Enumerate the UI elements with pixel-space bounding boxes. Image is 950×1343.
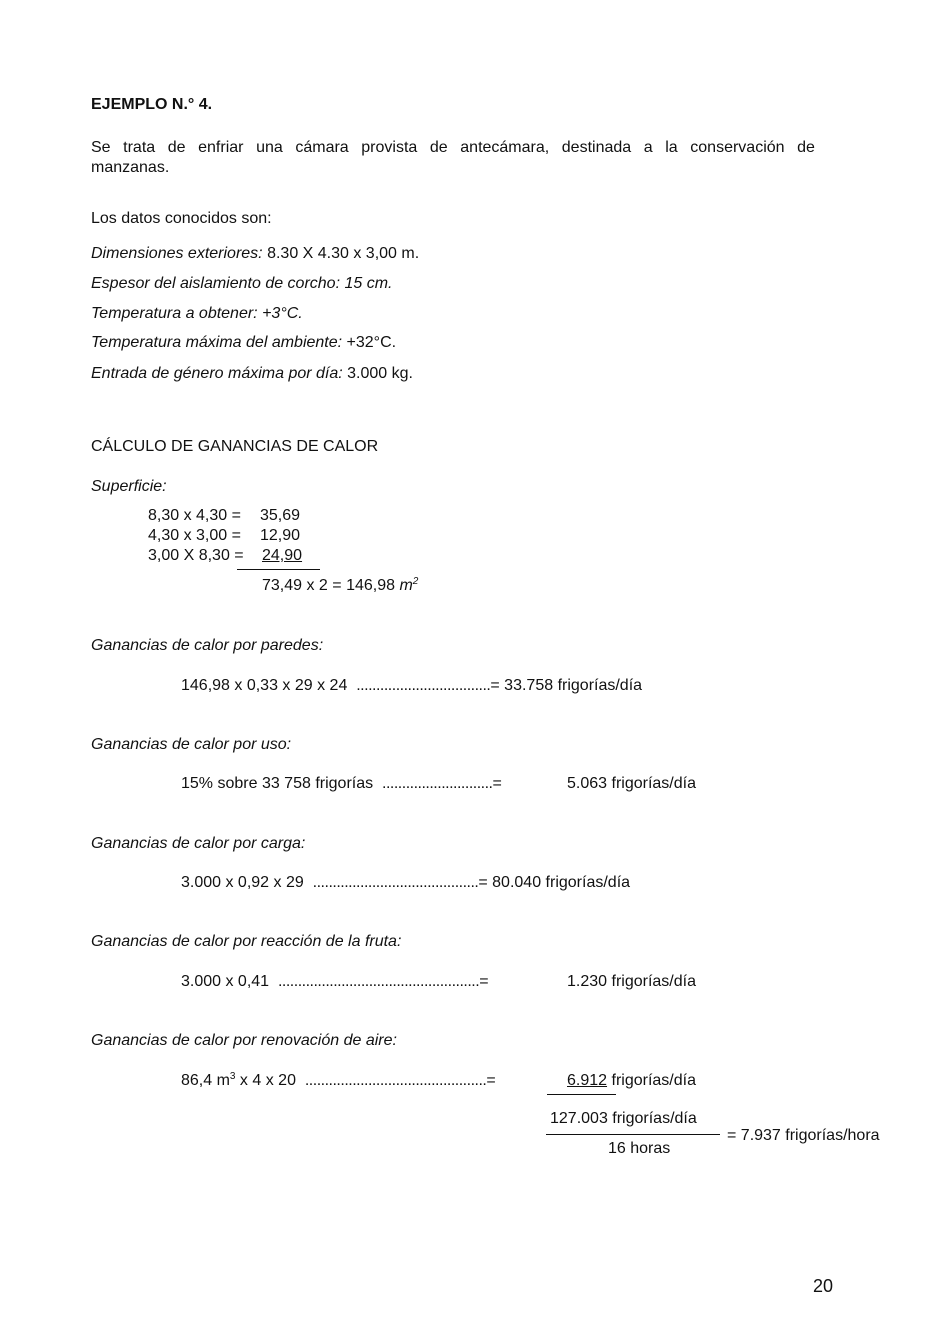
data-value: +32°C. [342,334,397,351]
gain-value: 6.912 [567,1072,608,1089]
gain-unit: frigorías/día [557,677,643,694]
data-dimensions [91,244,419,264]
gain-unit: frigorías/día [611,1072,696,1089]
gain-dots: ............................ [382,775,493,792]
known-data-heading: Los datos conocidos son: [91,210,272,227]
data-value: 3.000 kg. [342,365,413,382]
intro-word: cámara [295,139,349,156]
gain-expr: 146,98 x 0,33 x 29 x 24 [181,677,348,694]
fraction-denominator: 16 horas [608,1140,671,1157]
intro-word: de [167,139,186,156]
surface-value: 24,90 [262,547,303,564]
gain-eq: = [492,775,502,792]
surface-sum-line [237,569,320,570]
gain-label-air: Ganancias de calor por renovación de aire: [91,1032,397,1049]
gain-row-load [181,873,630,893]
gain-expr-post: x 4 x 20 [235,1072,296,1089]
gain-result-fruit [567,972,696,992]
gain-eq: = [478,874,488,891]
gain-unit: frigorías/día [545,874,631,891]
data-label: Entrada de género máxima por día: [91,365,343,382]
gain-label-use: Ganancias de calor por uso: [91,736,292,753]
intro-word: enfriar [198,139,244,156]
gain-eq: = [490,677,500,694]
gain-result-use [567,774,696,794]
gain-expr: 86,4 m [181,1072,230,1089]
gain-eq: = [486,1072,496,1089]
gain-label-fruit: Ganancias de calor por reacción de la fruta: [91,933,402,950]
gain-label-walls: Ganancias de calor por paredes: [91,637,324,654]
intro-word: Se [91,139,111,156]
intro-line-1 [91,138,815,158]
data-ambient-temp [91,333,396,353]
data-max-input [91,364,413,384]
intro-word: trata [123,139,156,156]
data-label: Temperatura máxima del ambiente: [91,334,343,351]
surface-row [148,506,241,526]
data-value: 8.30 X 4.30 x 3,00 m. [262,245,420,262]
gain-value: 5.063 [567,775,608,792]
gain-dots: .......................................... [312,874,479,891]
intro-word: antecámara, [460,139,550,156]
data-insulation [91,274,393,294]
fraction-result: = 7.937 frigorías/hora [727,1127,880,1144]
surface-expr: 3,00 X 8,30 = [148,547,244,564]
intro-line-2: manzanas. [91,159,170,176]
surface-total [262,576,418,596]
surface-unit: m [399,577,413,594]
gain-expr: 3.000 x 0,41 [181,973,270,990]
gain-dots: .................................. [356,677,491,694]
gain-eq: = [479,973,489,990]
intro-word: conservación [690,139,785,156]
gain-dots: .............................................. [304,1072,487,1089]
data-label: Dimensiones exteriores: [91,245,263,262]
surface-unit-exp: 2 [412,576,419,587]
intro-word: una [256,139,283,156]
gain-row-air [181,1071,496,1091]
intro-word: a [643,139,653,156]
surface-expr: 4,30 x 3,00 = [148,527,241,544]
intro-word: de [797,139,815,156]
page-number: 20 [813,1276,834,1296]
surface-expr: 8,30 x 4,30 = [148,507,241,524]
gain-unit: frigorías/día [611,973,696,990]
fraction-bar [546,1134,720,1135]
surface-row [148,526,241,546]
intro-word: la [665,139,678,156]
data-label: Espesor del aislamiento de corcho: [91,275,341,292]
surface-value: 12,90 [260,527,301,544]
gain-value: 1.230 [567,973,608,990]
page-title: EJEMPLO N.° 4. [91,96,213,113]
surface-row [148,546,244,566]
calc-heading: CÁLCULO DE GANANCIAS DE CALOR [91,438,379,455]
gain-unit: frigorías/día [611,775,696,792]
gain-row-use [181,774,502,794]
gain-row-walls [181,676,642,696]
data-target-temp [91,304,303,324]
surface-total-expr: 73,49 x 2 = 146,98 [262,577,395,594]
gain-expr-exp: 3 [229,1071,236,1082]
gain-expr: 15% sobre 33 758 frigorías [181,775,374,792]
intro-word: provista [361,139,418,156]
gain-row-fruit [181,972,489,992]
surface-value: 35,69 [260,507,301,524]
gain-expr: 3.000 x 0,92 x 29 [181,874,304,891]
intro-word: de [429,139,448,156]
data-value: 15 cm. [340,275,393,292]
sum-underline [547,1094,616,1095]
gain-dots: ................................................... [277,973,480,990]
surface-label: Superficie: [91,478,167,495]
data-label: Temperatura a obtener: +3°C. [91,305,303,322]
fraction-numerator: 127.003 frigorías/día [550,1110,697,1127]
gain-result-air [567,1071,696,1091]
gain-value: 33.758 [504,677,554,694]
gain-value: 80.040 [492,874,542,891]
gain-label-load: Ganancias de calor por carga: [91,835,306,852]
intro-word: destinada [561,139,632,156]
